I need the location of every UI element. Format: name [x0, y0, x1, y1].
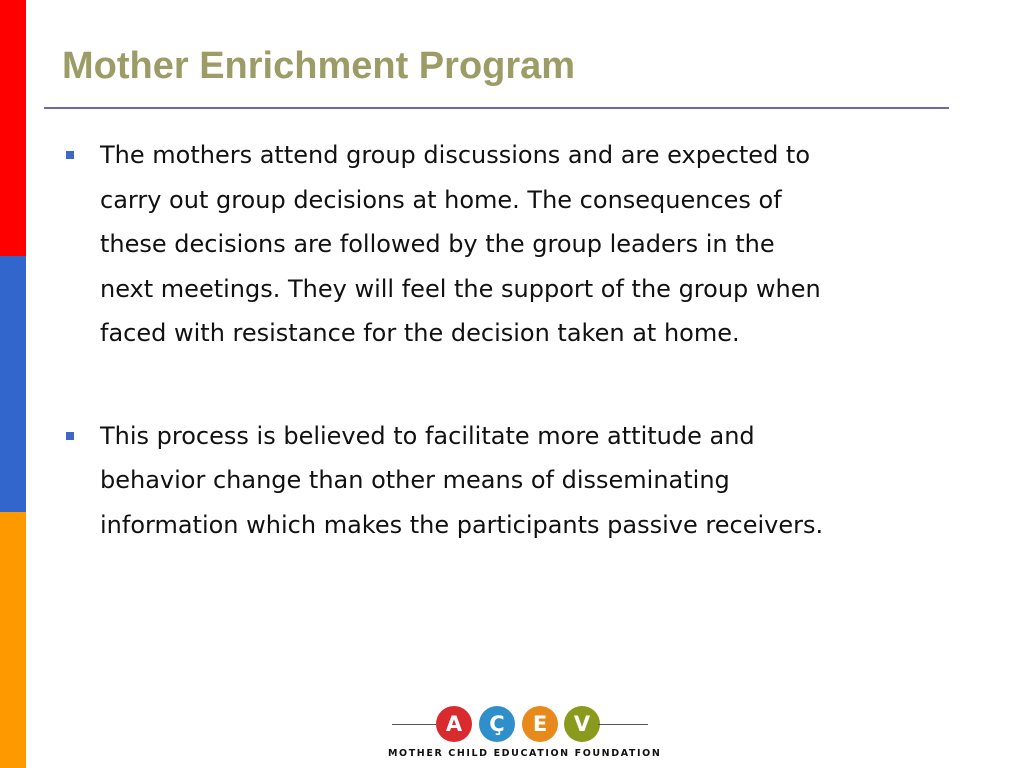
bullet-item	[60, 133, 990, 356]
acev-logo	[388, 704, 662, 762]
bullet-text: The mothers attend group discussions and are expected to carry out group decisions at home. The consequences of these decisions are followed by the group leaders in the next meetings. They will feel the support of the group when faced with resistance for the decision taken at home.	[100, 141, 821, 347]
title-divider	[44, 107, 949, 109]
side-bar-orange-segment	[0, 512, 26, 768]
logo-letter-circles	[436, 706, 600, 742]
logo-circle-c: Ç	[479, 706, 515, 742]
bullet-text: This process is believed to facilitate more attitude and behavior change than other means of disseminating information which makes the participants passive receivers.	[100, 421, 824, 539]
side-bar-red-segment	[0, 0, 26, 256]
square-bullet-icon	[66, 432, 74, 440]
logo-tagline: MOTHER CHILD EDUCATION FOUNDATION	[388, 748, 662, 759]
side-color-bar	[0, 0, 26, 768]
square-bullet-icon	[66, 151, 74, 159]
logo-left-line	[392, 724, 436, 725]
bullet-list	[60, 133, 990, 547]
side-bar-blue-segment	[0, 256, 26, 512]
logo-right-line	[598, 724, 648, 725]
logo-circle-e: E	[522, 706, 558, 742]
slide-title: Mother Enrichment Program	[62, 45, 576, 87]
logo-circle-v: V	[564, 706, 600, 742]
logo-circle-a: A	[436, 706, 472, 742]
bullet-item	[60, 414, 990, 548]
